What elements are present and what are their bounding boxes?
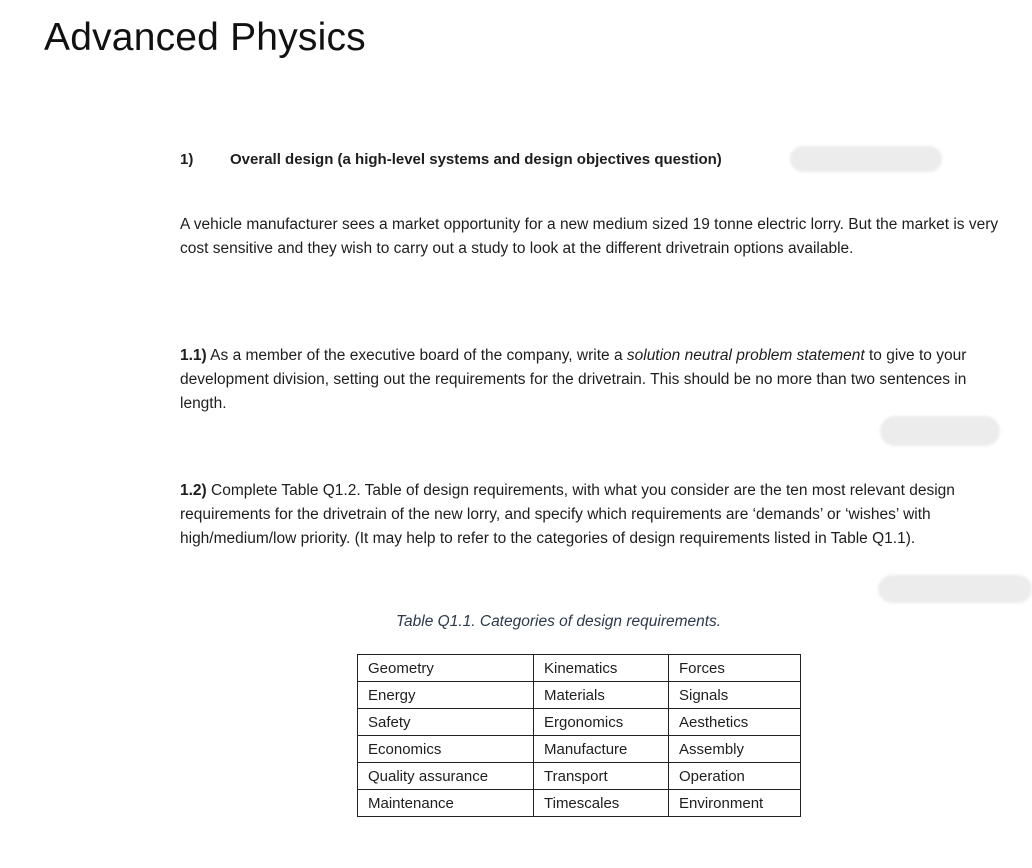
table-row: [358, 709, 801, 736]
question-1-1-text-after: to give to your development division, setting out the requirements for the drivetrain. This should be no more than two sentences in length.: [180, 347, 967, 412]
table-row: [358, 655, 801, 682]
table-cell: Assembly: [669, 736, 801, 763]
table-cell: Forces: [669, 655, 801, 682]
table-cell: Environment: [669, 790, 801, 817]
question-1-1-paragraph: [180, 344, 1000, 416]
question-heading-text: Overall design (a high-level systems and design objectives question): [230, 151, 722, 168]
table-cell: Manufacture: [534, 736, 669, 763]
table-cell: Economics: [358, 736, 534, 763]
table-cell: Energy: [358, 682, 534, 709]
question-1-2-paragraph: [180, 479, 1000, 551]
table-row: [358, 790, 801, 817]
question-number: 1): [180, 151, 194, 168]
question-1-1-number: 1.1): [180, 347, 207, 364]
table-cell: Safety: [358, 709, 534, 736]
table-cell: Geometry: [358, 655, 534, 682]
page-title: Advanced Physics: [44, 16, 366, 59]
table-row: [358, 736, 801, 763]
question-1-1-text-before: As a member of the executive board of the company, write a: [206, 347, 627, 364]
table-cell: Quality assurance: [358, 763, 534, 790]
question-heading: [180, 151, 722, 168]
table-cell: Kinematics: [534, 655, 669, 682]
redaction-mark: [880, 416, 1000, 446]
table-row: [358, 763, 801, 790]
redaction-mark: [878, 575, 1032, 603]
intro-paragraph: A vehicle manufacturer sees a market opportunity for a new medium sized 19 tonne electric lorry. But the market is very cost sensitive and they wish to carry out a study to look at the different drivetrain options available.: [180, 216, 999, 257]
table-cell: Transport: [534, 763, 669, 790]
table-cell: Ergonomics: [534, 709, 669, 736]
table-caption: Table Q1.1. Categories of design requirements.: [396, 613, 722, 630]
table-row: [358, 682, 801, 709]
question-1-2-text: Complete Table Q1.2. Table of design requirements, with what you consider are the ten most relevant design requirements for the drivetrain of the new lorry, and specify which requirements are ‘demands’ or ‘wishes’ with high/medium/low priority. (It may help to refer to the categories of design requirements listed in Table Q1.1).: [180, 482, 955, 547]
question-1-2-number: 1.2): [180, 482, 207, 499]
table-cell: Maintenance: [358, 790, 534, 817]
table-cell: Materials: [534, 682, 669, 709]
categories-table: [357, 654, 801, 817]
table-cell: Signals: [669, 682, 801, 709]
table-cell: Timescales: [534, 790, 669, 817]
table-cell: Aesthetics: [669, 709, 801, 736]
table-cell: Operation: [669, 763, 801, 790]
question-1-1-emphasis: solution neutral problem statement: [626, 347, 865, 364]
redaction-mark: [790, 146, 942, 172]
